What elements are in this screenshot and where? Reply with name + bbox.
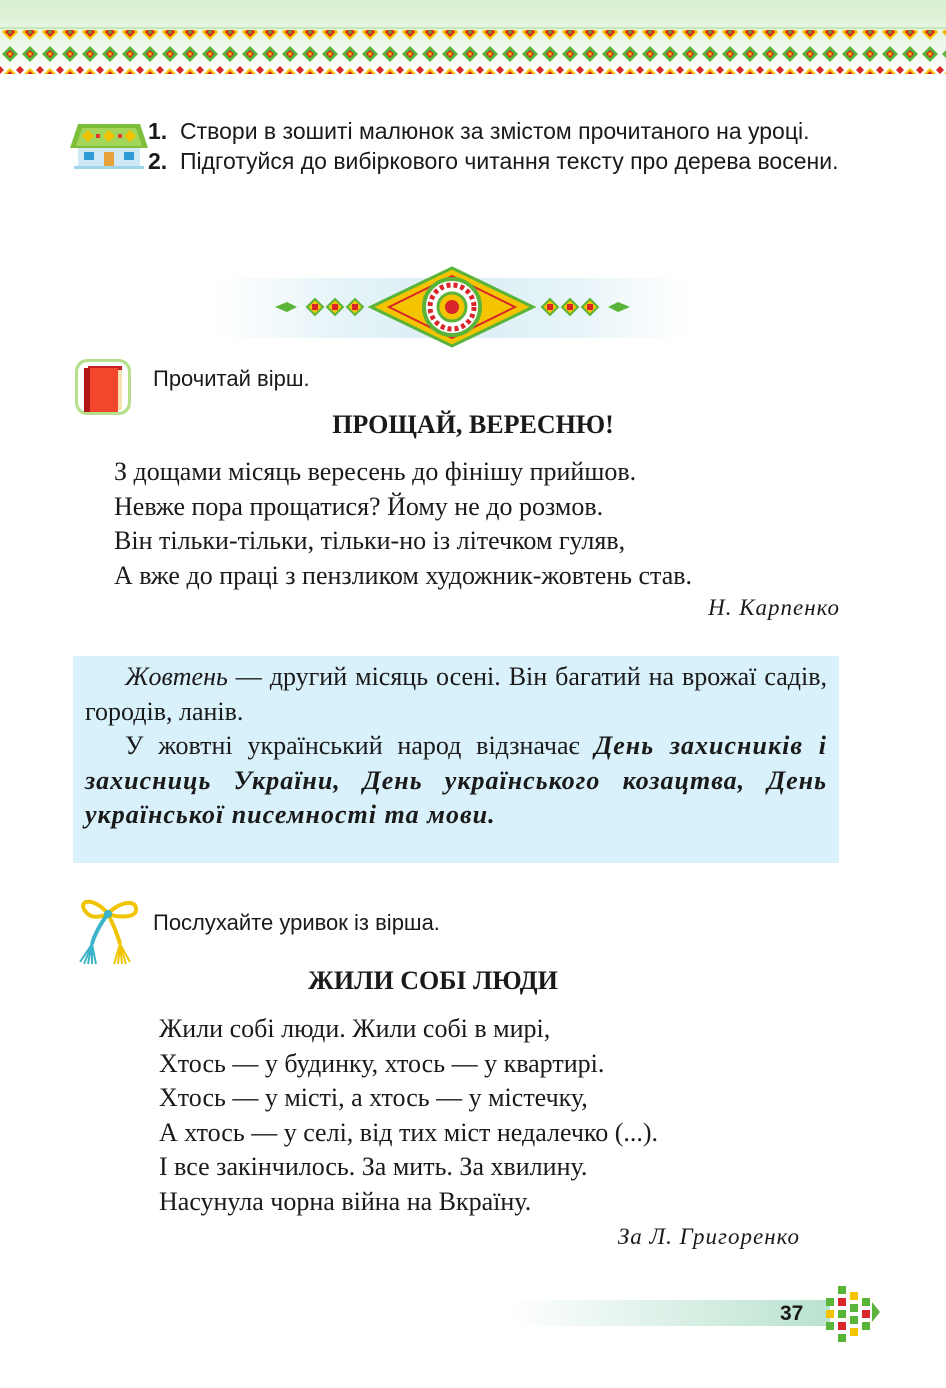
poem-line: Жили собі люди. Жили собі в мирі, (159, 1014, 551, 1043)
footer-ornament (500, 1272, 900, 1352)
poem-body (159, 1012, 658, 1219)
task-text: Створи в зошиті малюнок за змістом прочитаного на уроці. (180, 118, 810, 144)
poem-line: Невже пора прощатися? Йому не до розмов. (114, 491, 604, 521)
info-intro: У жовтні український народ відзначає (125, 731, 595, 760)
poem-line: А вже до праці з пензликом художник-жовтень став. (114, 560, 693, 590)
info-holidays: День захисників і захисниць України, День українського козацтва, День української писемності та мови (85, 731, 827, 829)
page-number: 37 (780, 1302, 804, 1325)
house-icon (68, 122, 150, 170)
poem-line: Насунула чорна війна на Вкраїну. (159, 1186, 532, 1216)
ribbon-icon (72, 894, 144, 966)
task-item (148, 146, 848, 176)
poem-author: Н. Карпенко (708, 595, 840, 620)
poem-body (114, 455, 692, 593)
info-paragraph (85, 660, 827, 729)
poem-title: ПРОЩАЙ, ВЕРЕСНЮ! (332, 410, 614, 439)
task-item (148, 116, 848, 146)
listen-instruction: Послухайте уривок із вірша. (153, 910, 440, 935)
task-number: 1. (148, 118, 168, 144)
info-period: . (488, 800, 496, 829)
task-list (148, 116, 848, 176)
poem-line: З дощами місяць вересень до фінішу прийшов. (114, 457, 637, 486)
info-text (85, 660, 827, 833)
info-term: Жовтень (125, 662, 228, 691)
poem-line: Хтось — у місті, а хтось — у містечку, (159, 1083, 588, 1112)
top-ornament-border (0, 0, 946, 90)
info-paragraph (85, 729, 827, 833)
poem-title: ЖИЛИ СОБІ ЛЮДИ (308, 966, 558, 995)
poem-line: І все закінчилось. За мить. За хвилину. (159, 1152, 588, 1181)
task-number: 2. (148, 148, 168, 174)
book-icon (74, 358, 132, 416)
poem-line: Хтось — у будинку, хтось — у квартирі. (159, 1048, 605, 1078)
task-text: Підготуйся до вибіркового читання тексту про дерева восени. (180, 148, 839, 174)
section-divider-ornament (215, 264, 690, 350)
poem-line: А хтось — у селі, від тих міст недалечко (...). (159, 1117, 659, 1147)
read-instruction: Прочитай вірш. (153, 366, 310, 391)
info-definition: — другий місяць осені. Він багатий на врожаї садів, городів, ланів. (85, 662, 827, 726)
poem-author: За Л. Григоренко (617, 1224, 800, 1249)
poem-line: Він тільки-тільки, тільки-но із літечком гуляв, (114, 526, 626, 555)
